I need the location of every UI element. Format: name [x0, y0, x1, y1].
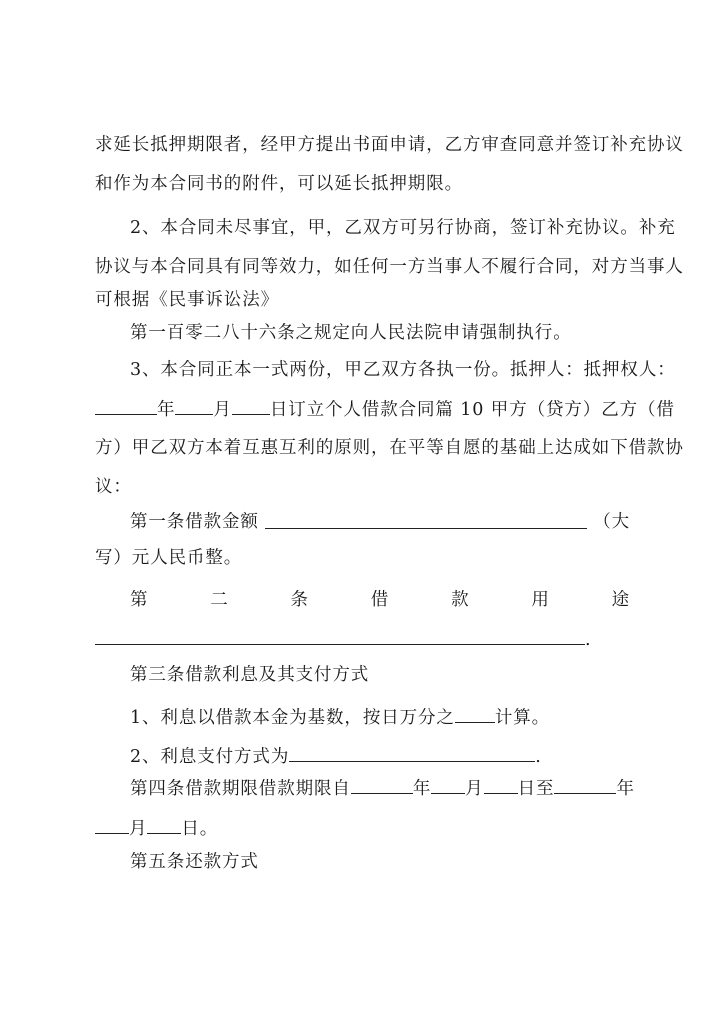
- text-line: 写）元人民币整。: [95, 548, 243, 568]
- text-line: 可根据《民事诉讼法》: [95, 290, 279, 310]
- blank-field: [484, 775, 518, 794]
- text: 日。: [181, 819, 219, 839]
- text: 日至: [517, 779, 555, 799]
- blank-field: [351, 775, 413, 794]
- text: 2、利息支付方式为: [130, 747, 290, 767]
- blank-field: [265, 510, 587, 529]
- text: 用: [531, 590, 550, 610]
- blank-field: [289, 743, 535, 762]
- text: 第一条借款金额: [130, 512, 259, 532]
- text: .: [585, 630, 592, 650]
- blank-field: [95, 815, 129, 834]
- text: 途: [611, 590, 630, 610]
- text-line: 方）甲乙双方本着互惠互利的原则，在平等自愿的基础上达成如下借款协: [95, 438, 684, 458]
- text: 1、利息以借款本金为基数，按日万分之: [130, 708, 455, 728]
- text: 计算。: [494, 708, 551, 728]
- text: 第四条借款期限借款期限自: [130, 779, 351, 799]
- text: 款: [451, 590, 470, 610]
- text: 月: [465, 779, 484, 799]
- text: 年: [412, 779, 432, 799]
- text-line: [95, 815, 630, 841]
- text: （大: [593, 512, 630, 532]
- text: .: [535, 747, 542, 767]
- article-2-line: [130, 588, 630, 612]
- blank-field: [95, 396, 157, 415]
- text: 日订立个人借款合同篇 10 甲方（贷方）乙方（借: [269, 400, 675, 420]
- blank-field: [431, 775, 465, 794]
- text-line: [130, 743, 630, 769]
- text-line: 第五条还款方式: [130, 852, 259, 872]
- blank-field: [232, 396, 270, 415]
- text-line: [130, 704, 630, 730]
- text: 月: [213, 400, 232, 420]
- text: 第: [130, 590, 149, 610]
- text-line: [130, 510, 630, 534]
- text: 条: [290, 590, 309, 610]
- blank-field: [455, 704, 495, 723]
- text-line: [95, 626, 630, 652]
- text: 年: [616, 779, 635, 799]
- text-line: [130, 775, 635, 801]
- blank-field: [554, 775, 616, 794]
- text-line: [95, 396, 675, 422]
- text-line: 和作为本合同书的附件，可以延长抵押期限。: [95, 174, 463, 194]
- text-line: 3、本合同正本一式两份，甲乙双方各执一份。抵押人：抵押权人：: [130, 360, 676, 380]
- blank-field: [147, 815, 181, 834]
- text-line: 第三条借款利息及其支付方式: [130, 665, 370, 685]
- text-line: 第一百零二八十六条之规定向人民法院申请强制执行。: [130, 323, 572, 343]
- text-line: 议：: [95, 477, 132, 497]
- text-line: 求延长抵押期限者，经甲方提出书面申请，乙方审查同意并签订补充协议: [95, 135, 684, 155]
- blank-field: [175, 396, 213, 415]
- blank-field: [95, 626, 585, 645]
- text: 年: [157, 400, 176, 420]
- text-line: 2、本合同未尽事宜，甲，乙双方可另行协商，签订补充协议。补充: [130, 218, 676, 238]
- text: 二: [210, 590, 229, 610]
- text-line: 协议与本合同具有同等效力，如任何一方当事人不履行合同，对方当事人: [95, 257, 684, 277]
- text: 月: [129, 819, 148, 839]
- text: 借: [370, 590, 390, 610]
